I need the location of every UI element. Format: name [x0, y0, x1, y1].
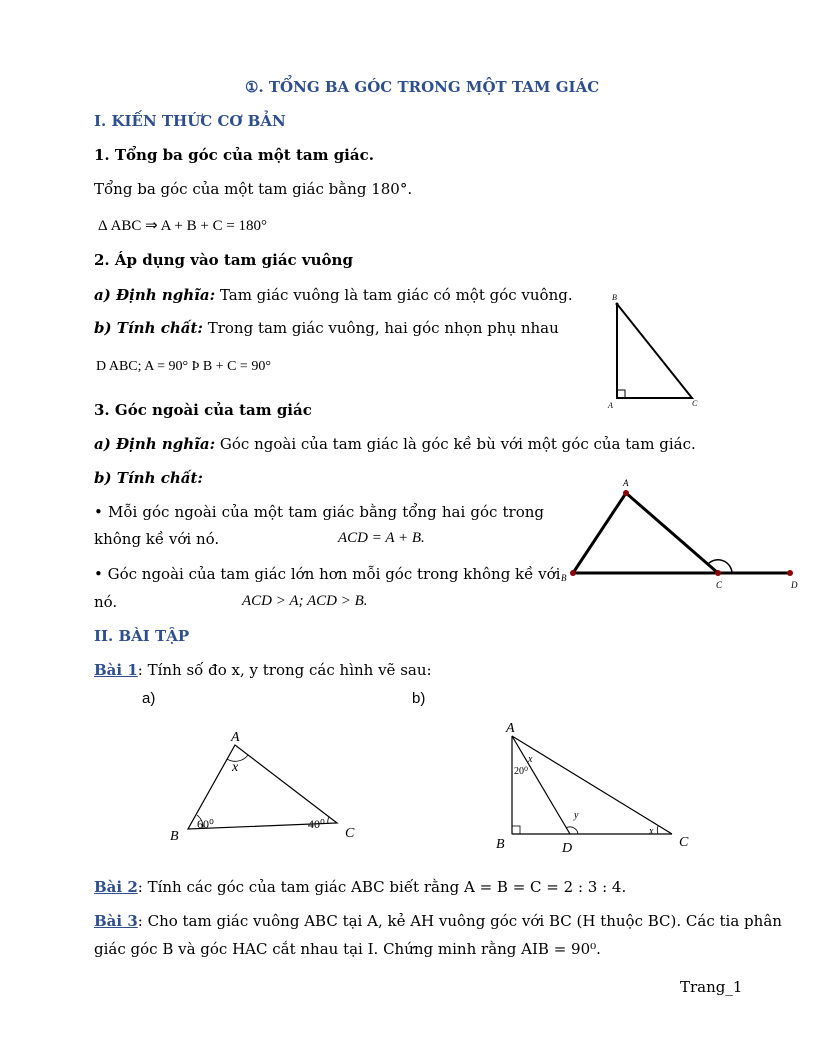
label-x: x	[232, 760, 239, 775]
label-B: B	[170, 829, 179, 844]
exercise-figure-b	[492, 718, 712, 858]
vertex-dot	[616, 303, 619, 306]
bullet-2-formula: ACD > A; ACD > B.	[242, 593, 368, 609]
right-triangle-figure	[600, 290, 710, 415]
point-B	[570, 570, 576, 576]
exercise-3-line-2: giác góc B và góc HAC cắt nhau tại I. Chứng minh rằng AIB = 90⁰.	[94, 940, 601, 958]
property-exterior-label: b) Tính chất:	[94, 469, 203, 487]
heading-3: 3. Góc ngoài của tam giác	[94, 401, 312, 419]
page-title: ①. TỔNG BA GÓC TRONG MỘT TAM GIÁC	[245, 78, 600, 96]
label-y: y	[574, 810, 579, 821]
point-C	[715, 570, 721, 576]
def-text: Tam giác vuông là tam giác có một góc vuông.	[215, 286, 573, 304]
exercise-1-label: Bài 1	[94, 661, 138, 679]
property-right-triangle	[94, 319, 559, 337]
right-angle-mark	[512, 826, 520, 834]
def3-label: a) Định nghĩa:	[94, 435, 216, 453]
paragraph-sum: Tổng ba góc của một tam giác bằng 180°.	[94, 180, 413, 198]
triangle-ABC	[573, 493, 718, 573]
right-angle-mark	[617, 390, 625, 398]
point-D	[787, 570, 793, 576]
label-C: C	[345, 826, 355, 841]
heading-2: 2. Áp dụng vào tam giác vuông	[94, 251, 353, 269]
label-C: C	[716, 580, 723, 590]
bullet-1-line-2: không kề với nó.	[94, 530, 220, 548]
def-label: a) Định nghĩa:	[94, 286, 216, 304]
exercise-1-text: : Tính số đo x, y trong các hình vẽ sau:	[137, 661, 432, 679]
formula-sum: Δ ABC ⇒ A + B + C = 180°	[98, 218, 268, 234]
point-A	[623, 490, 629, 496]
label-B: B	[561, 573, 567, 583]
figure-a-label: a)	[142, 690, 156, 707]
bullet-1-formula: ACD = A + B.	[338, 530, 425, 546]
bullet-2-line-2: nó.	[94, 593, 118, 611]
bullet-1-line-1: • Mỗi góc ngoài của một tam giác bằng tổng hai góc trong	[94, 503, 544, 521]
page-number: Trang_1	[680, 978, 743, 996]
exercise-2	[94, 878, 626, 896]
right-triangle-shape	[617, 304, 692, 398]
label-angle-B: 60⁰	[197, 817, 214, 831]
exercise-3-line-1	[94, 912, 782, 930]
exercise-figure-a	[165, 725, 365, 850]
bullet-2-line-1: • Góc ngoài của tam giác lớn hơn mỗi góc trong không kề với	[94, 565, 561, 583]
exterior-angle-figure	[555, 478, 805, 593]
label-D: D	[791, 580, 798, 590]
exercise-3-text: : Cho tam giác vuông ABC tại A, kẻ AH vuông góc với BC (H thuộc BC). Các tia phân	[137, 912, 782, 930]
exercise-2-label: Bài 2	[94, 878, 138, 896]
section-heading-exercises: II. BÀI TẬP	[94, 627, 190, 645]
label-A: A	[506, 721, 515, 736]
exercise-1	[94, 661, 432, 679]
def3-text: Góc ngoài của tam giác là góc kề bù với một góc của tam giác.	[215, 435, 696, 453]
label-angle-C: 40⁰	[308, 817, 325, 831]
label-C: C	[679, 835, 689, 850]
heading-1: 1. Tổng ba góc của một tam giác.	[94, 146, 374, 164]
label-C: C	[692, 399, 698, 408]
exercise-2-text: : Tính các góc của tam giác ABC biết rằng A = B = C = 2 : 3 : 4.	[137, 878, 627, 896]
definition-exterior-angle	[94, 435, 696, 453]
angle-arc-C	[657, 826, 658, 834]
label-A: A	[623, 478, 629, 488]
segment-AD	[512, 736, 570, 834]
prop-label: b) Tính chất:	[94, 319, 203, 337]
label-x-top: x	[528, 754, 533, 765]
prop-text: Trong tam giác vuông, hai góc nhọn phụ nhau	[202, 319, 559, 337]
figure-b-label: b)	[412, 690, 426, 707]
label-D: D	[562, 841, 573, 856]
label-B: B	[612, 293, 617, 302]
exercise-3-label: Bài 3	[94, 912, 138, 930]
label-x-bottom: x	[649, 826, 654, 837]
label-angle-20: 20⁰	[514, 766, 529, 777]
segment-AC	[512, 736, 672, 834]
formula-right-triangle: D ABC; A = 90° Þ B + C = 90°	[96, 359, 271, 374]
label-B: B	[496, 837, 505, 852]
label-A: A	[608, 401, 613, 410]
section-heading-theory: I. KIẾN THỨC CƠ BẢN	[94, 112, 286, 130]
definition-right-triangle	[94, 286, 573, 304]
label-A: A	[231, 730, 240, 745]
